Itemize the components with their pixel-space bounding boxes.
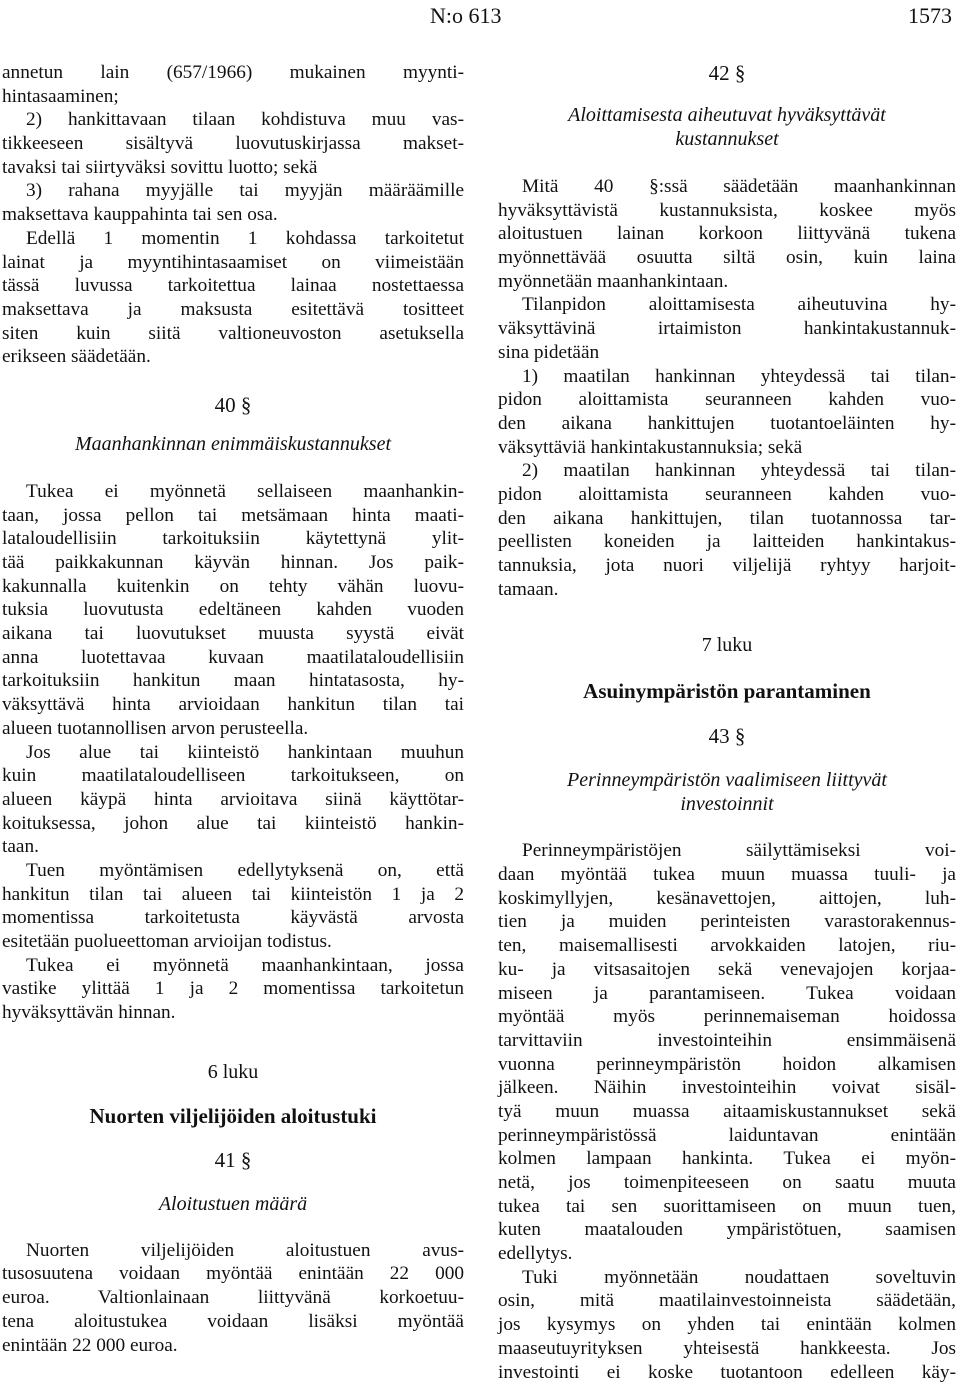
title-line: Aloittamisesta aiheutuvat hyväksyttävät bbox=[498, 103, 956, 127]
text-line: daan myöntää tukea muun muassa tuuli- ja bbox=[498, 863, 956, 887]
text-line: Tukea ei myönnetä sellaiseen maanhankin- bbox=[2, 480, 464, 504]
section-title: Maanhankinnan enimmäiskustannukset bbox=[2, 432, 464, 456]
text-line: pidon aloittamista seuranneen kahden vuo- bbox=[498, 388, 956, 412]
text-line: vastike ylittää 1 ja 2 momentissa tarkoitetun bbox=[2, 977, 464, 1001]
text-line: kuin maatilataloudelliseen tarkoitukseen, on bbox=[2, 764, 464, 788]
text-line: maaseutuyrityksen yhteisestä hankkeesta. Jos bbox=[498, 1337, 956, 1361]
text-line: koskimyllyjen, kesänavettojen, aittojen, luh- bbox=[498, 887, 956, 911]
section-title bbox=[498, 768, 956, 816]
text-line: jälkeen. Näihin investointeihin voivat sisäl- bbox=[498, 1076, 956, 1100]
paragraph bbox=[2, 859, 464, 954]
text-line: kuten maatalouden ympäristötuen, saamisen bbox=[498, 1218, 956, 1242]
paragraph bbox=[498, 1266, 956, 1384]
text-line: 2) hankittavaan tilaan kohdistuva muu vas- bbox=[2, 108, 464, 132]
section-title bbox=[498, 103, 956, 151]
text-line: alueen käypä hinta arvioitava siinä käyttötar- bbox=[2, 788, 464, 812]
paragraph bbox=[2, 954, 464, 1025]
text-line: maksettava ja maksusta esitettävä tositteet bbox=[2, 298, 464, 322]
text-line: hyväksyttävistä kustannuksista, koskee myös bbox=[498, 199, 956, 223]
text-line: ten, maisemallisesti arvokkaiden latojen, riu- bbox=[498, 934, 956, 958]
chapter-title: Nuorten viljelijöiden aloitustuki bbox=[2, 1104, 464, 1128]
text-line: annetun lain (657/1966) mukainen myynti- bbox=[2, 61, 464, 85]
section-number: 41 § bbox=[2, 1148, 464, 1172]
chapter-title: Asuinympäristön parantaminen bbox=[498, 679, 956, 703]
text-line: sina pidetään bbox=[498, 341, 956, 365]
text-line: maksettava kauppahinta tai sen osa. bbox=[2, 203, 464, 227]
text-line: 1) maatilan hankinnan yhteydessä tai tilan- bbox=[498, 365, 956, 389]
text-line: Tukea ei myönnetä maanhankintaan, jossa bbox=[2, 954, 464, 978]
text-line: peellisten koneiden ja laitteiden hankintakus- bbox=[498, 530, 956, 554]
text-line: koituksessa, johon alue tai kiinteistö hankin- bbox=[2, 812, 464, 836]
text-line: aikana tai luovutukset muusta syystä eivät bbox=[2, 622, 464, 646]
text-line: taan. bbox=[2, 835, 464, 859]
text-line: Tuki myönnetään noudattaen soveltuvin bbox=[498, 1266, 956, 1290]
text-line: Mitä 40 §:ssä säädetään maanhankinnan bbox=[498, 175, 956, 199]
text-line: aloitustuen lainan korkoon liittyvänä tukena bbox=[498, 222, 956, 246]
text-line: 2) maatilan hankinnan yhteydessä tai tilan- bbox=[498, 459, 956, 483]
text-line: tässä luvussa tarkoitettua lainaa nostettaessa bbox=[2, 274, 464, 298]
paragraph bbox=[2, 741, 464, 859]
text-line: investointi ei koske tuotantoon edelleen käy- bbox=[498, 1361, 956, 1384]
text-line: tamaan. bbox=[498, 578, 956, 602]
title-line: investoinnit bbox=[498, 792, 956, 816]
page-number: 1573 bbox=[908, 2, 952, 30]
text-line: pidon aloittamista seuranneen kahden vuo- bbox=[498, 483, 956, 507]
text-line: tannuksia, jota nuori viljelijä ryhtyy harjoit- bbox=[498, 554, 956, 578]
text-line: den aikana hankittujen tuotantoeläinten hy- bbox=[498, 412, 956, 436]
text-line: tarkoituksiin hankitun maan hintatasosta, hy- bbox=[2, 669, 464, 693]
section-number: 43 § bbox=[498, 724, 956, 748]
text-line: tusosuutena voidaan myöntää enintään 22 000 bbox=[2, 1262, 464, 1286]
text-line: enintään 22 000 euroa. bbox=[2, 1334, 464, 1358]
paragraph bbox=[2, 1239, 464, 1357]
text-line: Nuorten viljelijöiden aloitustuen avus- bbox=[2, 1239, 464, 1263]
text-line: tavaksi tai siirtyväksi sovittu luotto; sekä bbox=[2, 156, 464, 180]
paragraph bbox=[2, 179, 464, 226]
paragraph bbox=[498, 365, 956, 460]
text-line: ku- ja vitsasaitojen sekä venevajojen korjaa- bbox=[498, 958, 956, 982]
text-line: netä, jos toimenpiteeseen on saatu muuta bbox=[498, 1171, 956, 1195]
left-column bbox=[2, 61, 464, 1357]
text-line: tuksia luovutusta edeltäneen kahden vuoden bbox=[2, 598, 464, 622]
text-line: tarvittaviin investointeihin ensimmäisenä bbox=[498, 1029, 956, 1053]
section-title: Aloitustuen määrä bbox=[2, 1192, 464, 1216]
chapter-number: 6 luku bbox=[2, 1060, 464, 1084]
text-line: anna luotettavaa kuvaan maatilataloudellisiin bbox=[2, 646, 464, 670]
text-line: tää paikkakunnan käyvän hinnan. Jos paik- bbox=[2, 551, 464, 575]
right-column bbox=[498, 61, 956, 1384]
text-line: taan, jossa pellon tai metsämaan hinta maati- bbox=[2, 504, 464, 528]
text-line: miseen ja parantamiseen. Tukea voidaan bbox=[498, 982, 956, 1006]
paragraph bbox=[498, 293, 956, 364]
text-line: Perinneympäristöjen säilyttämiseksi voi- bbox=[498, 839, 956, 863]
chapter-number: 7 luku bbox=[498, 633, 956, 657]
title-line: kustannukset bbox=[498, 127, 956, 151]
paragraph bbox=[498, 175, 956, 293]
text-line: myöntää myös perinnemaiseman hoidossa bbox=[498, 1005, 956, 1029]
text-line: kolmen lampaan hankinta. Tukea ei myön- bbox=[498, 1147, 956, 1171]
text-line: Tuen myöntämisen edellytyksenä on, että bbox=[2, 859, 464, 883]
text-line: tena aloitustukea voidaan lisäksi myöntää bbox=[2, 1310, 464, 1334]
paragraph bbox=[2, 108, 464, 179]
page-header bbox=[0, 0, 960, 40]
section-number: 42 § bbox=[498, 61, 956, 85]
issue-number: N:o 613 bbox=[430, 2, 502, 30]
text-line: lainat ja myyntihintasaamiset on viimeistään bbox=[2, 251, 464, 275]
text-line: Jos alue tai kiinteistö hankintaan muuhun bbox=[2, 741, 464, 765]
text-line: alueen tuotannollisen arvon perusteella. bbox=[2, 717, 464, 741]
text-line: hintasaaminen; bbox=[2, 85, 464, 109]
text-line: väksyttävä hinta arvioidaan hankitun tilan tai bbox=[2, 693, 464, 717]
text-line: tikkeeseen sisältyvä luovutuskirjassa makset- bbox=[2, 132, 464, 156]
text-line: edellytys. bbox=[498, 1242, 956, 1266]
text-line: tukea tai sen suorittamiseen on muun tuen, bbox=[498, 1195, 956, 1219]
text-line: väksyttäviä hankintakustannuksia; sekä bbox=[498, 436, 956, 460]
text-line: euroa. Valtionlainaan liittyvänä korkoetuu- bbox=[2, 1286, 464, 1310]
text-line: lataloudellisiin tarkoituksiin käytettynä ylit- bbox=[2, 527, 464, 551]
text-line: myönnettävää osuutta siltä osin, kuin laina bbox=[498, 246, 956, 270]
paragraph bbox=[2, 480, 464, 741]
text-line: siten kuin siitä valtioneuvoston asetuksella bbox=[2, 322, 464, 346]
text-line: osin, mitä maatilainvestoinneista säädetään, bbox=[498, 1289, 956, 1313]
text-line: tyä muun muassa aitaamiskustannukset sekä bbox=[498, 1100, 956, 1124]
section-number: 40 § bbox=[2, 393, 464, 417]
text-line: erikseen säädetään. bbox=[2, 345, 464, 369]
paragraph bbox=[498, 459, 956, 601]
paragraph bbox=[498, 839, 956, 1265]
title-line: Perinneympäristön vaalimiseen liittyvät bbox=[498, 768, 956, 792]
text-line: Edellä 1 momentin 1 kohdassa tarkoitetut bbox=[2, 227, 464, 251]
paragraph bbox=[2, 227, 464, 369]
text-line: 3) rahana myyjälle tai myyjän määräämille bbox=[2, 179, 464, 203]
text-line: myönnetään maanhankintaan. bbox=[498, 270, 956, 294]
text-line: väksyttävinä irtaimiston hankintakustannuk- bbox=[498, 317, 956, 341]
text-line: jos kysymys on yhden tai enintään kolmen bbox=[498, 1313, 956, 1337]
text-line: den aikana hankittujen, tilan tuotannossa tar- bbox=[498, 507, 956, 531]
text-line: vuonna perinneympäristön hoidon alkamisen bbox=[498, 1053, 956, 1077]
text-line: perinneympäristössä laiduntavan enintään bbox=[498, 1124, 956, 1148]
text-line: kakunnalla kuitenkin on tehty vähän luovu- bbox=[2, 575, 464, 599]
text-line: esitetään puolueettoman arvioijan todistus. bbox=[2, 930, 464, 954]
text-line: momentissa tarkoitetusta käyvästä arvosta bbox=[2, 906, 464, 930]
text-line: hyväksyttävän hinnan. bbox=[2, 1001, 464, 1025]
text-line: Tilanpidon aloittamisesta aiheutuvina hy- bbox=[498, 293, 956, 317]
text-line: tien ja muiden perinteisten varastorakennus- bbox=[498, 910, 956, 934]
text-line: hankitun tilan tai alueen tai kiinteistön 1 ja 2 bbox=[2, 883, 464, 907]
paragraph bbox=[2, 61, 464, 108]
